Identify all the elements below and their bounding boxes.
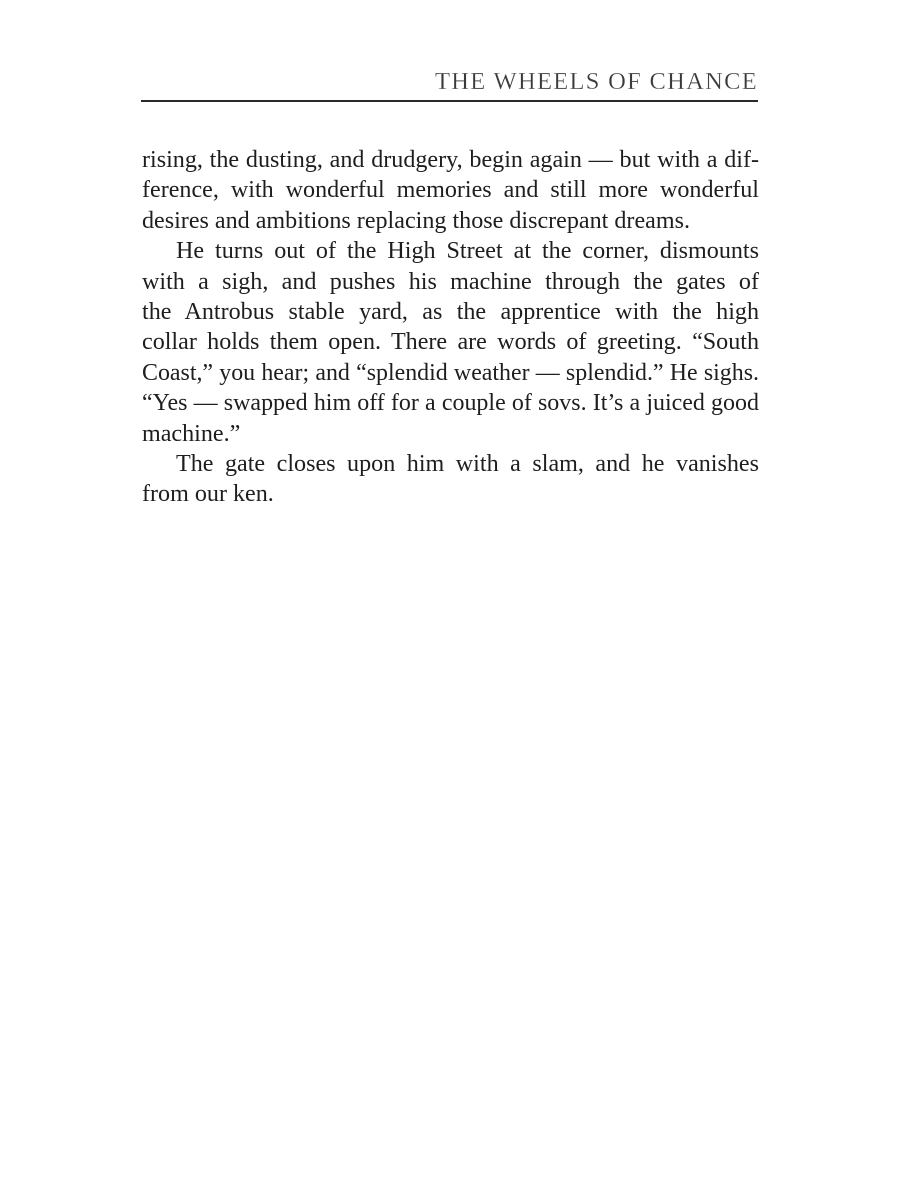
- running-header: [141, 66, 758, 102]
- text-line: “Yes — swapped him off for a couple of sovs. It’s a juiced good: [142, 390, 759, 417]
- body-text: [142, 145, 759, 510]
- paragraph-2: [142, 236, 759, 449]
- text-line: rising, the dusting, and drudgery, begin again — but with a dif-: [142, 147, 759, 173]
- text-line: the Antrobus stable yard, as the apprentice with the high: [142, 298, 759, 325]
- text-line: collar holds them open. There are words of greeting. “South: [142, 329, 759, 356]
- text-line: He turns out of the High Street at the corner, dismounts: [176, 238, 759, 265]
- text-line: desires and ambitions replacing those discrepant dreams.: [142, 207, 690, 234]
- paragraph-1: [142, 145, 759, 236]
- paragraph-3: [142, 449, 759, 510]
- text-line: from our ken.: [142, 481, 274, 508]
- text-line: machine.”: [142, 420, 241, 447]
- running-title: THE WHEELS OF CHANCE: [435, 68, 758, 95]
- text-line: with a sigh, and pushes his machine through the gates of: [142, 268, 759, 295]
- text-line: The gate closes upon him with a slam, and he vanishes: [176, 450, 759, 477]
- text-line: Coast,” you hear; and “splendid weather — splendid.” He sighs.: [142, 359, 759, 386]
- text-line: ference, with wonderful memories and still more wonderful: [142, 177, 759, 204]
